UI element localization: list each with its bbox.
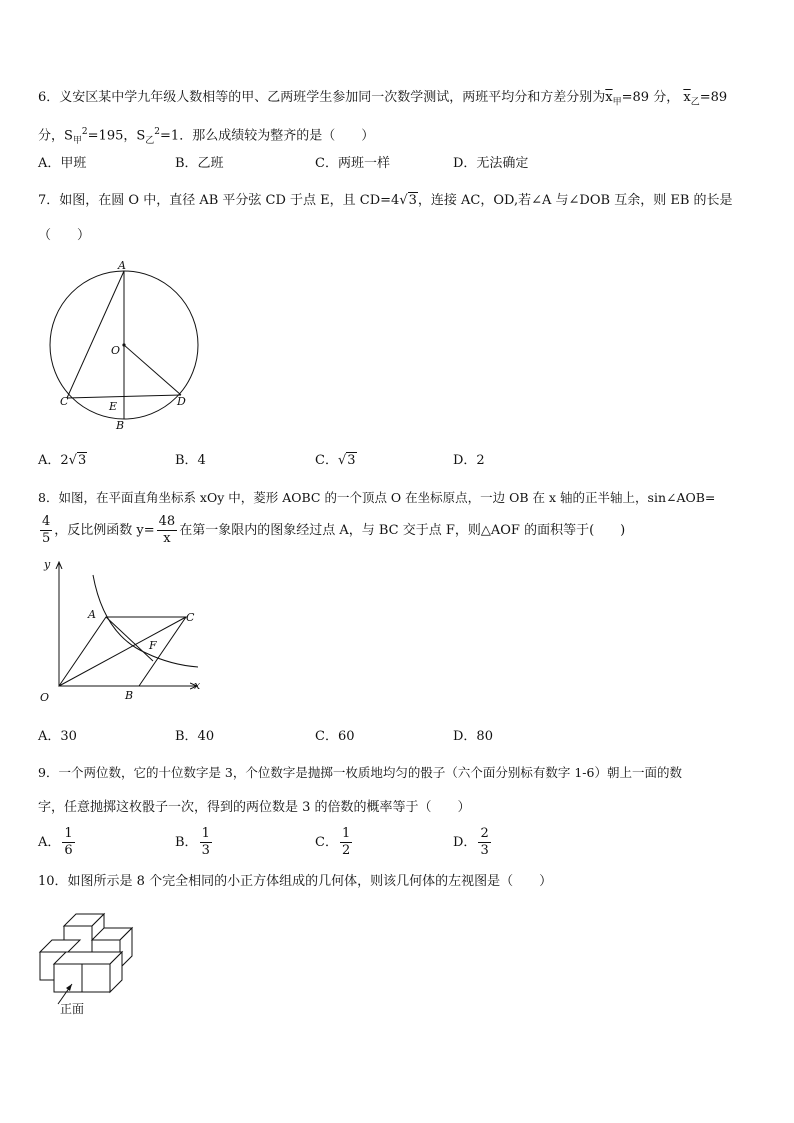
sub-yi: 乙: [690, 97, 700, 108]
q9-option-a: A． $\frac{1}{6}$: [38, 826, 73, 858]
q6-text-e: =195，S: [87, 128, 146, 144]
label-c: C: [186, 611, 195, 624]
sub-yi-2: 乙: [145, 135, 155, 146]
q6-option-b: B．乙班: [175, 156, 224, 171]
q8-text-a: ，反比例函数 y=: [54, 523, 155, 538]
q8-option-b: B．40: [175, 729, 215, 744]
q8-line1: 8．如图，在平面直角坐标系 xOy 中，菱形 AOBC 的一个顶点 O 在坐标原点，一边 OB 在 x 轴的正半轴上，sin∠AOB=: [38, 490, 716, 505]
q7-option-b: B．4: [175, 453, 206, 468]
q6-option-c: C．两班一样: [315, 156, 390, 171]
sup-2-a: 2: [81, 127, 88, 137]
label-b: B: [125, 689, 134, 702]
q9-option-c: C． $\frac{1}{2}$: [315, 826, 351, 858]
q6-text-a: 6．义安区某中学九年级人数相等的甲、乙两班学生参加同一次数学测试，两班平均分和方差分别为: [38, 90, 606, 105]
label-x: x: [194, 679, 201, 692]
q8-coordinate-figure: [36, 555, 211, 705]
q6-text-d: 分，S: [38, 128, 73, 144]
label-d: D: [177, 395, 186, 408]
q6-line2: [38, 124, 374, 149]
q8-option-c: C．60: [315, 729, 355, 744]
q6-line1: [38, 90, 727, 111]
q6-option-d: D．无法确定: [453, 156, 529, 171]
q8-option-d: D．80: [453, 729, 493, 744]
q6-text-c: =89: [699, 90, 728, 105]
label-o: O: [111, 344, 121, 357]
xbar-yi: $\overline{x}$: [683, 90, 691, 105]
label-c: C: [60, 395, 69, 408]
xbar-jia: $\overline{x}$: [605, 90, 613, 105]
front-label: 正面: [60, 1002, 85, 1016]
q7-line1: [38, 193, 733, 209]
q7-text-b: ，连接 AC，OD,若∠A 与∠DOB 互余，则 EB 的长是: [417, 193, 733, 208]
q7-line2: （ ）: [38, 228, 91, 243]
segment-oc: [59, 617, 186, 686]
label-y: y: [44, 558, 51, 571]
q10-cube-figure: [36, 900, 141, 1020]
fraction-4-5: $\frac{4}{5}$: [42, 514, 51, 546]
q6-text-f: =1．那么成绩较为整齐的是（ ）: [160, 128, 375, 144]
label-a: A: [118, 259, 126, 272]
label-o: O: [40, 691, 50, 704]
label-b: B: [116, 419, 125, 432]
q9-line2: 字，任意抛掷这枚骰子一次，得到的两位数是 3 的倍数的概率等于（ ）: [38, 800, 471, 815]
fraction-48-x: $\frac{48}{x}$: [158, 514, 176, 546]
q9-line1: 9．一个两位数，它的十位数字是 3，个位数字是抛掷一枚质地均匀的骰子（六个面分别标有数字 1-6）朝上一面的数: [38, 765, 682, 780]
sqrt-3: √3: [399, 193, 417, 208]
label-e: E: [109, 400, 118, 413]
q8-text-b: 在第一象限内的图象经过点 A，与 BC 交于点 F，则△AOF 的面积等于( ): [179, 523, 626, 538]
q7-option-a: A．2√3: [38, 453, 87, 468]
cube-f2-front: [82, 964, 110, 992]
segment-od: [124, 345, 181, 395]
q7-text-a: 7．如图，在圆 O 中，直径 AB 平分弦 CD 于点 E，且 CD=4: [38, 193, 400, 208]
q6-text-b: =89 分，: [621, 90, 680, 105]
segment-ac: [67, 271, 124, 398]
q8-line2: [38, 514, 625, 547]
q7-option-d: D．2: [453, 453, 485, 468]
q6-option-a: A．甲班: [38, 156, 87, 171]
sub-jia-2: 甲: [72, 135, 82, 146]
q8-option-a: A．30: [38, 729, 77, 744]
q9-option-b: B． $\frac{1}{3}$: [175, 826, 210, 858]
center-dot: [122, 343, 125, 346]
q7-option-c: C．√3: [315, 453, 356, 468]
q7-circle-figure: [40, 258, 225, 433]
sup-2-b: 2: [154, 127, 161, 137]
label-a: A: [88, 608, 96, 621]
label-f: F: [149, 639, 157, 652]
q9-option-d: D． $\frac{2}{3}$: [453, 826, 489, 858]
q10-line1: 10．如图所示是 8 个完全相同的小正方体组成的几何体，则该几何体的左视图是（ ）: [38, 874, 553, 889]
sub-jia: 甲: [612, 97, 622, 108]
hyperbola: [93, 575, 198, 667]
